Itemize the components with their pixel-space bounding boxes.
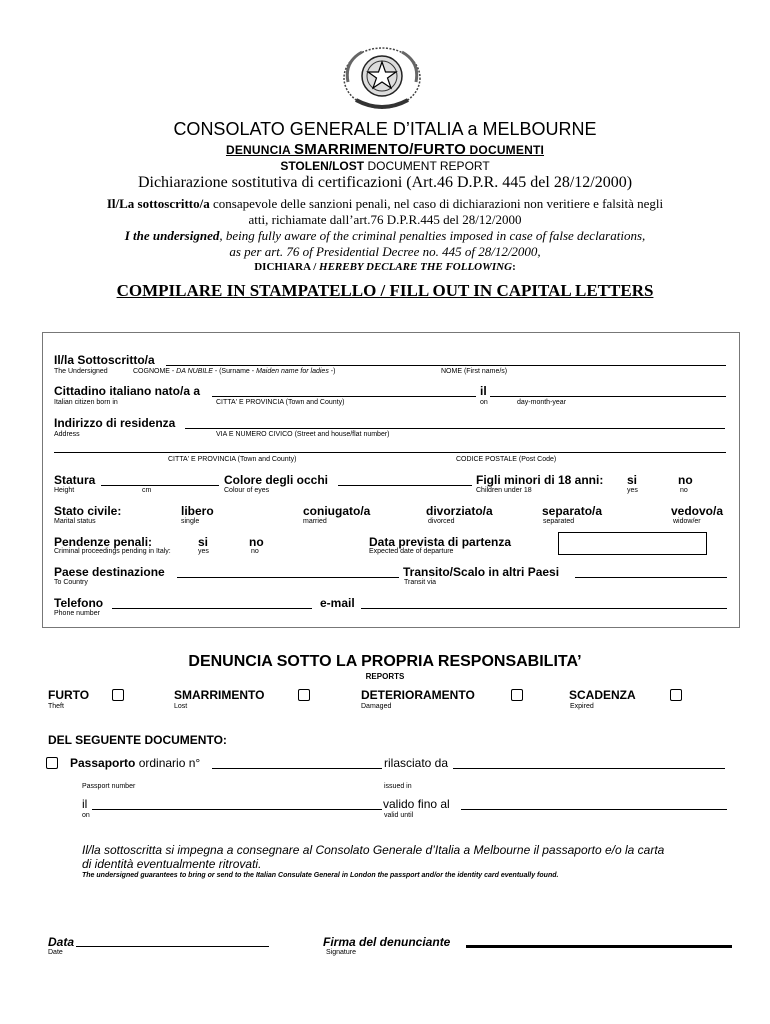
children-no-caption: no xyxy=(680,487,688,494)
reports-caption: REPORTS xyxy=(365,672,405,681)
report-title-main: SMARRIMENTO/FURTO xyxy=(294,141,467,158)
street-caption: VIA E NUMERO CIVICO (Street and house/flat number) xyxy=(216,431,390,438)
destination-line xyxy=(177,577,399,578)
lost-caption: Lost xyxy=(174,703,188,710)
transit-input[interactable] xyxy=(577,564,725,576)
criminal-yes-caption: yes xyxy=(198,548,209,555)
stato-civile-label: Stato civile: xyxy=(54,504,122,518)
eye-colour-line xyxy=(338,485,472,486)
undersigned-bold: I the undersigned xyxy=(124,228,220,243)
scadenza-checkbox[interactable] xyxy=(670,689,682,701)
transito-label: Transito/Scalo in altri Paesi xyxy=(403,565,560,579)
valid-until-input[interactable] xyxy=(463,796,725,808)
ordinario-text: ordinario n° xyxy=(135,756,201,770)
cognome-part-b: DA NUBILE xyxy=(176,368,213,375)
city-postcode-input[interactable] xyxy=(56,439,724,451)
criminal-no-option[interactable]: no xyxy=(249,535,264,549)
declare-line xyxy=(0,260,770,274)
birthplace-line xyxy=(212,396,476,397)
furto-label: FURTO xyxy=(48,688,90,702)
cognome-part-c: - (Surname - xyxy=(212,368,257,375)
english-statement-line1 xyxy=(0,228,770,244)
day-month-year-caption: day-month-year xyxy=(517,399,567,406)
deterioramento-label: DETERIORAMENTO xyxy=(361,688,475,702)
data-label: Data xyxy=(48,935,75,949)
sottoscritto-bold: Il/La sottoscritto/a xyxy=(106,196,210,211)
passport-number-line xyxy=(212,768,382,769)
departure-date-box[interactable] xyxy=(558,532,707,555)
date-input[interactable] xyxy=(78,933,267,945)
statura-label: Statura xyxy=(54,473,96,487)
on-caption: on xyxy=(480,399,488,406)
expired-caption: Expired xyxy=(570,703,594,710)
transit-line xyxy=(575,577,727,578)
birth-il-label: il xyxy=(480,384,487,398)
italian-statement-rest: consapevole delle sanzioni penali, nel caso di dichiarazioni non veritiere e falsità negli xyxy=(209,196,664,211)
email-label: e-mail xyxy=(320,596,355,610)
cittadino-label: Cittadino italiano nato/a a xyxy=(54,384,201,398)
marital-caption: Marital status xyxy=(54,518,96,525)
departure-date-input[interactable] xyxy=(563,537,702,549)
valid-until-caption: valid until xyxy=(384,812,414,819)
paese-label: Paese destinazione xyxy=(54,565,165,579)
single-caption: single xyxy=(181,518,200,525)
criminal-caption: Criminal proceedings pending in Italy: xyxy=(54,548,171,555)
criminal-si-option[interactable]: si xyxy=(198,535,209,549)
born-in-caption: Italian citizen born in xyxy=(54,399,118,406)
report-title-prefix: DENUNCIA xyxy=(225,143,294,157)
scadenza-label: SCADENZA xyxy=(569,688,636,702)
report-title-suffix: DOCUMENTI xyxy=(466,143,545,157)
date-line xyxy=(76,946,269,947)
pledge-english: The undersigned guarantees to bring or send to the Italian Consulate General in London the passport and/or the identity card eventually found. xyxy=(82,872,559,879)
pledge-line1: Il/la sottoscritta si impegna a consegnare al Consolato Generale d’Italia a Melbourne il passaporto e/o la carta xyxy=(82,843,665,857)
height-line xyxy=(101,485,219,486)
deterioramento-checkbox[interactable] xyxy=(511,689,523,701)
post-code-caption: CODICE POSTALE (Post Code) xyxy=(456,456,557,463)
surname-line xyxy=(166,365,726,366)
city-postcode-line xyxy=(54,452,726,453)
theft-caption: Theft xyxy=(48,703,64,710)
cognome-part-e: -) xyxy=(328,368,336,375)
undersigned-caption: The Undersigned xyxy=(54,368,108,375)
marital-separato-option[interactable]: separato/a xyxy=(542,504,603,518)
passaporto-bold: Passaporto xyxy=(70,756,136,770)
criminal-no-caption: no xyxy=(251,548,259,555)
issue-date-input[interactable] xyxy=(94,796,380,808)
email-input[interactable] xyxy=(363,595,725,607)
marital-libero-option[interactable]: libero xyxy=(181,504,214,518)
pendenze-label: Pendenze penali: xyxy=(54,535,153,549)
marital-divorziato-option[interactable]: divorziato/a xyxy=(426,504,493,518)
issue-date-line xyxy=(92,809,382,810)
birthplace-input[interactable] xyxy=(214,383,474,395)
eye-colour-input[interactable] xyxy=(340,472,470,484)
cognome-part-a: COGNOME - xyxy=(133,368,177,375)
separated-caption: separated xyxy=(543,518,575,525)
italian-statement-line1 xyxy=(0,196,770,212)
children-si-option[interactable]: si xyxy=(627,473,638,487)
marital-coniugato-option[interactable]: coniugato/a xyxy=(303,504,371,518)
cognome-caption xyxy=(133,368,335,376)
english-statement-line2: as per art. 76 of Presidential Decree no. 445 of 28/12/2000, xyxy=(229,244,541,259)
passport-label xyxy=(70,756,200,770)
first-name-caption: NOME (First name/s) xyxy=(441,368,508,375)
hereby-declare-label: HEREBY DECLARE THE FOLLOWING xyxy=(319,261,513,273)
issued-in-caption: issued in xyxy=(384,783,412,790)
town-county-caption-2: CITTA' E PROVINCIA (Town and County) xyxy=(168,456,297,463)
valid-until-line xyxy=(461,809,727,810)
transit-caption: Transit via xyxy=(404,579,437,586)
capital-letters-notice: COMPILARE IN STAMPATELLO / FILL OUT IN CAPITAL LETTERS xyxy=(116,281,654,300)
valido-label: valido fino al xyxy=(383,797,450,811)
report-subtitle xyxy=(0,159,770,173)
english-statement-rest: , being fully aware of the criminal penalties imposed in case of false declarations, xyxy=(219,228,646,243)
passport-number-input[interactable] xyxy=(214,755,380,767)
marital-vedovo-option[interactable]: vedovo/a xyxy=(671,504,724,518)
sottoscritto-label: Il/la Sottoscritto/a xyxy=(54,353,155,367)
issued-by-input[interactable] xyxy=(455,755,723,767)
surname-name-input[interactable] xyxy=(168,352,723,364)
subtitle-document-report: DOCUMENT REPORT xyxy=(364,159,490,173)
colore-label: Colore degli occhi xyxy=(224,473,329,487)
height-input[interactable] xyxy=(103,472,217,484)
birthdate-input[interactable] xyxy=(492,383,724,395)
children-yes-caption: yes xyxy=(627,487,638,494)
dichiara-label: DICHIARA / xyxy=(254,261,320,273)
phone-line xyxy=(112,608,312,609)
cognome-part-d: Maiden name for ladies xyxy=(256,368,329,375)
consulate-title: CONSOLATO GENERALE D’ITALIA a MELBOURNE xyxy=(173,119,597,139)
address-line xyxy=(185,428,725,429)
pledge-line2: di identità eventualmente ritrovati. xyxy=(82,857,262,871)
children-caption: Children under 18 xyxy=(476,487,532,494)
firma-label: Firma del denunciante xyxy=(323,935,451,949)
italian-emblem-logo xyxy=(340,42,424,110)
cm-caption: cm xyxy=(142,487,152,494)
married-caption: married xyxy=(303,518,327,525)
destination-input[interactable] xyxy=(179,564,397,576)
passport-number-caption: Passport number xyxy=(82,783,136,790)
italian-statement-line2: atti, richiamate dall’art.76 D.P.R.445 del 28/12/2000 xyxy=(248,212,522,227)
height-caption: Height xyxy=(54,487,75,494)
to-country-caption: To Country xyxy=(54,579,88,586)
email-line xyxy=(361,608,727,609)
address-input[interactable] xyxy=(187,415,723,427)
declare-colon: : xyxy=(512,261,516,273)
passport-checkbox[interactable] xyxy=(46,757,58,769)
telefono-label: Telefono xyxy=(54,596,104,610)
issued-by-line xyxy=(453,768,725,769)
report-title xyxy=(0,140,770,160)
phone-input[interactable] xyxy=(114,595,310,607)
signature-caption: Signature xyxy=(326,949,356,956)
divorced-caption: divorced xyxy=(428,518,455,525)
smarrimento-label: SMARRIMENTO xyxy=(174,688,265,702)
children-no-option[interactable]: no xyxy=(678,473,693,487)
colour-caption: Colour of eyes xyxy=(224,487,270,494)
birthdate-line xyxy=(490,396,726,397)
departure-date-label: Data prevista di partenza xyxy=(369,535,512,549)
widow-caption: widow/er xyxy=(673,518,701,525)
declaration-line: Dichiarazione sostitutiva di certificazioni (Art.46 D.P.R. 445 del 28/12/2000) xyxy=(137,174,633,191)
rilasciato-label: rilasciato da xyxy=(384,756,449,770)
date-caption: Date xyxy=(48,949,63,956)
report-heading: DENUNCIA SOTTO LA PROPRIA RESPONSABILITA’ xyxy=(188,653,582,670)
furto-checkbox[interactable] xyxy=(112,689,124,701)
figli-label: Figli minori di 18 anni: xyxy=(476,473,604,487)
smarrimento-checkbox[interactable] xyxy=(298,689,310,701)
phone-caption: Phone number xyxy=(54,610,100,617)
document-heading: DEL SEGUENTE DOCUMENTO: xyxy=(48,733,227,747)
subtitle-stolen-lost: STOLEN/LOST xyxy=(280,159,365,173)
indirizzo-label: Indirizzo di residenza xyxy=(54,416,176,430)
damaged-caption: Damaged xyxy=(361,703,392,710)
issue-il-label: il xyxy=(82,797,88,811)
departure-caption: Expected date of departure xyxy=(369,548,454,555)
town-county-caption: CITTA' E PROVINCIA (Town and County) xyxy=(216,399,345,406)
on-caption-2: on xyxy=(82,812,90,819)
address-caption: Address xyxy=(54,431,80,438)
signature-line[interactable] xyxy=(466,945,732,948)
